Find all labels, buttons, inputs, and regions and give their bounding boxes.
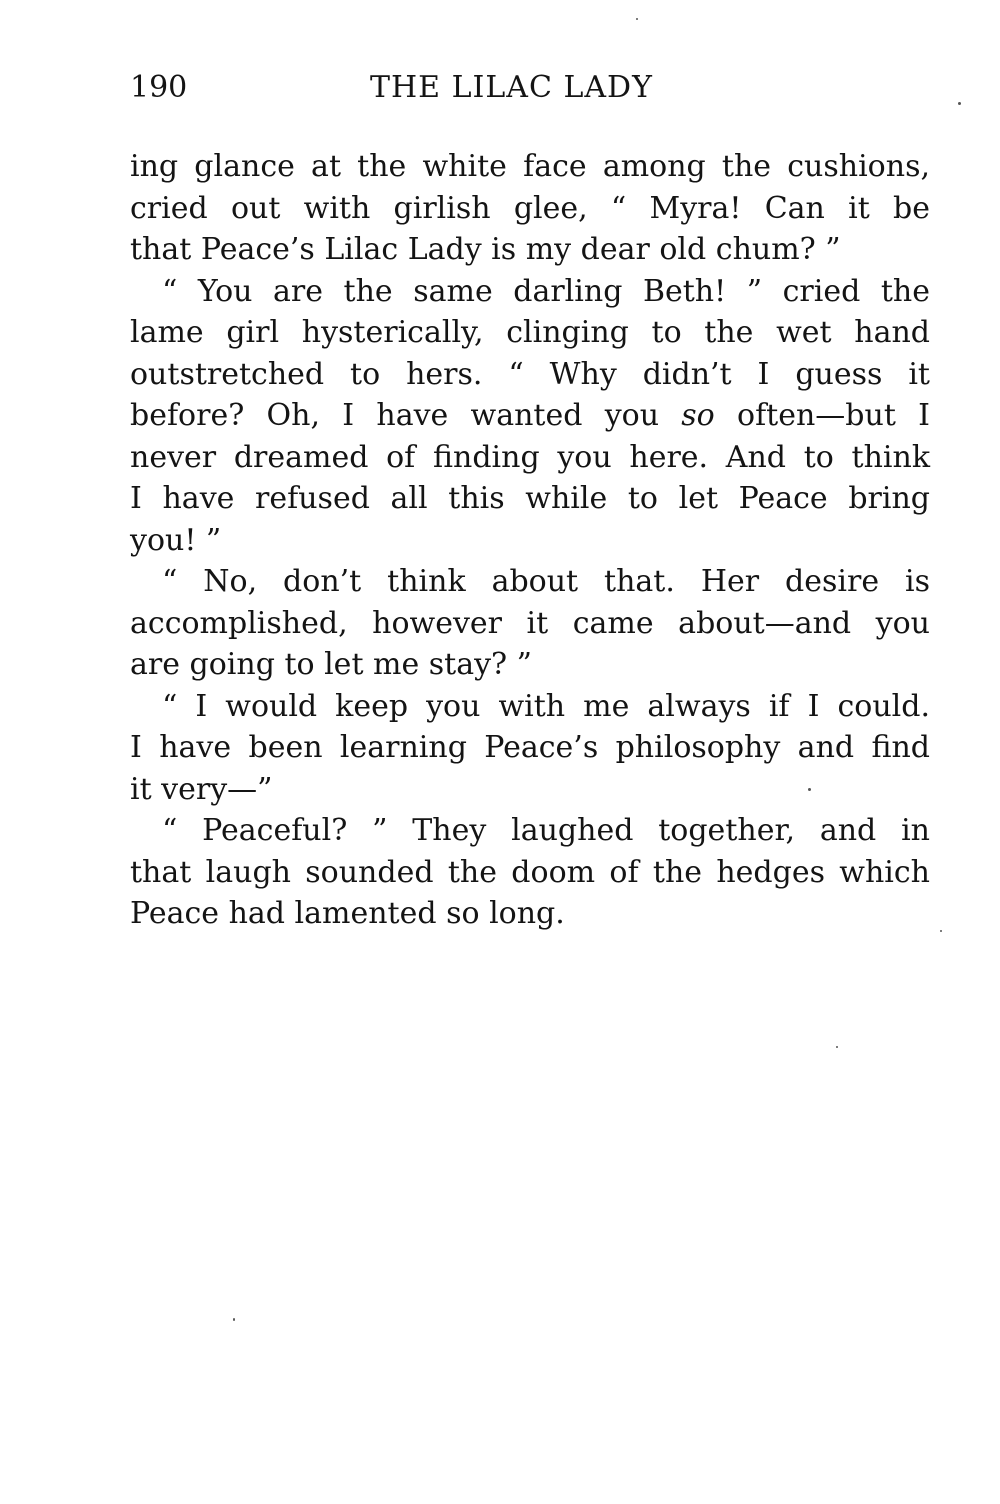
text-line: I have been learning Peace’s philosophy and find bbox=[130, 730, 930, 765]
text-line: it very—” bbox=[130, 771, 273, 807]
scan-speck bbox=[808, 788, 811, 791]
running-title: THE LILAC LADY bbox=[370, 70, 653, 105]
text-line bbox=[130, 395, 930, 437]
italic-word: so bbox=[681, 398, 715, 433]
scan-speck bbox=[836, 1046, 838, 1048]
body-text bbox=[130, 146, 930, 935]
text-line: cried out with girlish glee, “ Myra! Can it be bbox=[130, 190, 930, 226]
text-line: Peace had lamented so long. bbox=[130, 896, 565, 931]
scan-speck bbox=[958, 102, 961, 105]
running-head bbox=[130, 68, 930, 108]
text-line: you! ” bbox=[130, 522, 222, 558]
text-line: ing glance at the white face among the cushions, bbox=[130, 149, 930, 184]
scan-speck bbox=[940, 930, 942, 932]
text-line: “ You are the same darling Beth! ” cried the bbox=[162, 273, 930, 309]
text-line: are going to let me stay? ” bbox=[130, 647, 533, 682]
text-line: “ No, don’t think about that. Her desire is bbox=[162, 564, 930, 599]
text-line: never dreamed of finding you here. And to think bbox=[130, 439, 930, 475]
page-number: 190 bbox=[130, 70, 188, 105]
text-segment: before? Oh, I have wanted you bbox=[130, 398, 682, 433]
text-line: “ I would keep you with me always if I could. bbox=[162, 688, 930, 724]
text-line: that laugh sounded the doom of the hedges which bbox=[130, 854, 930, 890]
text-line: accomplished, however it came about—and you bbox=[130, 605, 930, 641]
text-line: that Peace’s Lilac Lady is my dear old chum? ” bbox=[130, 232, 841, 267]
text-line: I have refused all this while to let Peace bring bbox=[130, 481, 930, 516]
scan-speck bbox=[233, 1318, 235, 1321]
scan-speck bbox=[636, 18, 638, 20]
text-segment: often—but I bbox=[714, 398, 930, 433]
text-line: lame girl hysterically, clinging to the wet hand bbox=[130, 315, 930, 350]
text-line: “ Peaceful? ” They laughed together, and in bbox=[162, 813, 930, 848]
text-line: outstretched to hers. “ Why didn’t I guess it bbox=[130, 356, 930, 392]
